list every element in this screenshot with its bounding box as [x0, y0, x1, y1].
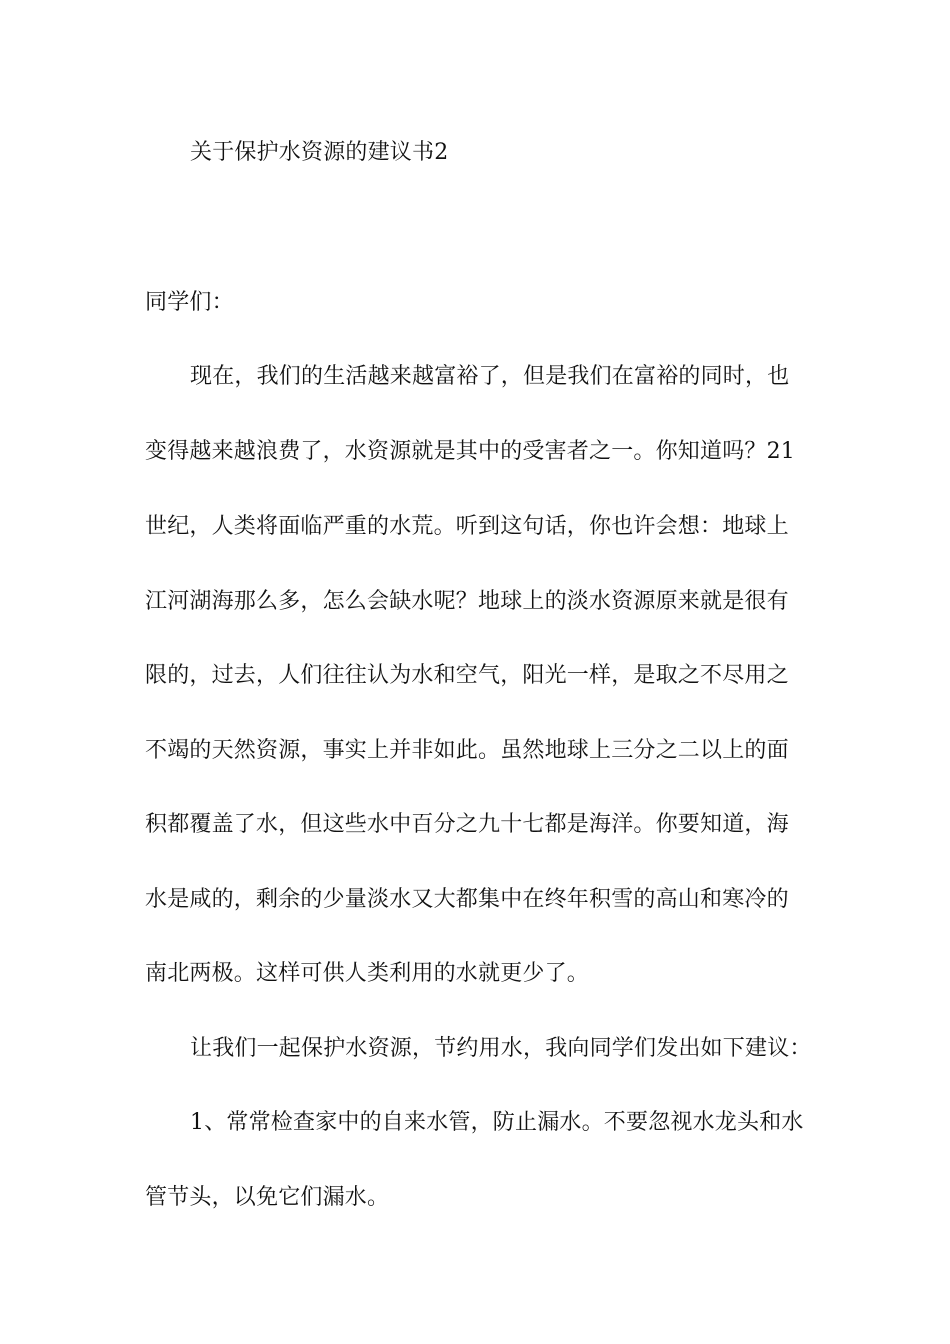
paragraph-line: 1、常常检查家中的自来水管，防止漏水。不要忽视水龙头和水: [190, 1110, 804, 1135]
paragraph-line: 不竭的天然资源，事实上并非如此。虽然地球上三分之二以上的面: [145, 738, 789, 763]
paragraph-line: 让我们一起保护水资源，节约用水，我向同学们发出如下建议：: [190, 1036, 812, 1061]
paragraph-line: 江河湖海那么多，怎么会缺水呢？地球上的淡水资源原来就是很有: [145, 589, 789, 614]
paragraph-line: 南北两极。这样可供人类利用的水就更少了。: [145, 961, 590, 986]
paragraph-line: 变得越来越浪费了，水资源就是其中的受害者之一。你知道吗？21: [145, 439, 795, 464]
paragraph-line: 管节头，以免它们漏水。: [145, 1185, 390, 1210]
paragraph-line: 限的，过去，人们往往认为水和空气，阳光一样，是取之不尽用之: [145, 663, 789, 688]
paragraph-line: 积都覆盖了水，但这些水中百分之九十七都是海洋。你要知道，海: [145, 812, 789, 837]
salutation: 同学们：: [145, 290, 234, 315]
paragraph-line: 世纪，人类将面临严重的水荒。听到这句话，你也许会想：地球上: [145, 514, 789, 539]
paragraph-line: 现在，我们的生活越来越富裕了，但是我们在富裕的同时，也: [190, 364, 790, 389]
document-title: 关于保护水资源的建议书2: [190, 140, 449, 165]
paragraph-line: 水是咸的，剩余的少量淡水又大都集中在终年积雪的高山和寒冷的: [145, 887, 789, 912]
